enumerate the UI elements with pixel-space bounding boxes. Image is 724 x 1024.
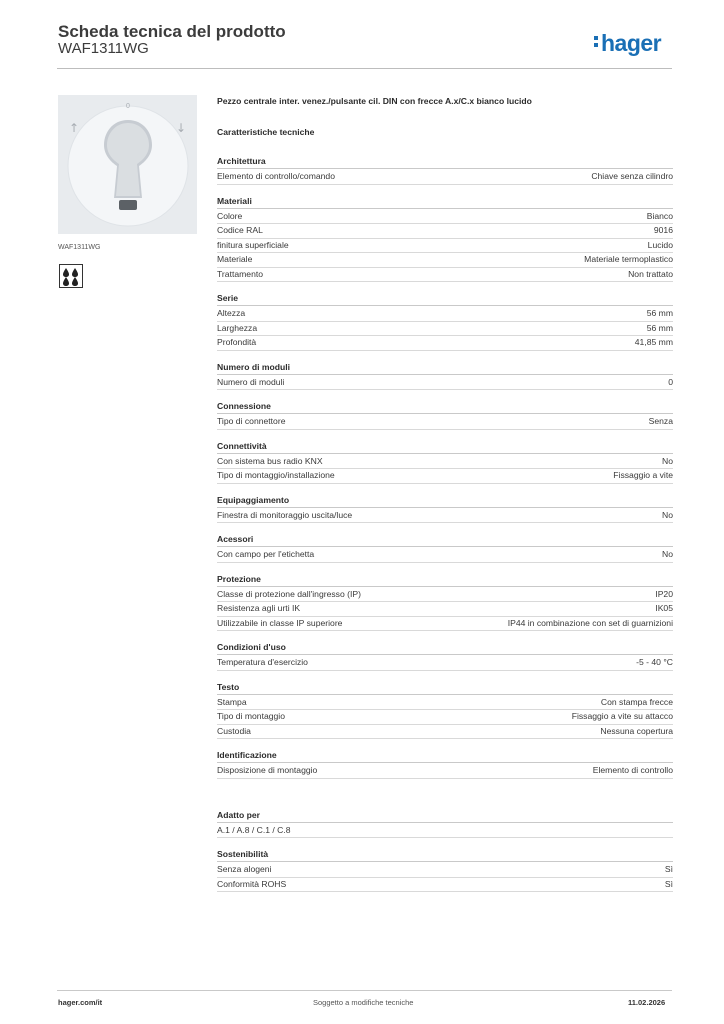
spec-row bbox=[217, 307, 673, 322]
footer-note: Soggetto a modifiche tecniche bbox=[313, 998, 414, 1007]
spec-row bbox=[217, 725, 673, 740]
specs-content bbox=[217, 96, 673, 898]
spec-value: IP44 in combinazione con set di guarnizioni bbox=[507, 617, 673, 628]
spec-value: IP20 bbox=[655, 588, 673, 599]
tech-heading: Caratteristiche tecniche bbox=[217, 127, 315, 137]
spec-label: Altezza bbox=[217, 308, 246, 318]
spec-value: Fissaggio a vite su attacco bbox=[571, 711, 673, 721]
spec-label: Con sistema bus radio KNX bbox=[217, 455, 323, 466]
logo-colon-icon bbox=[594, 33, 599, 50]
section-title: Serie bbox=[217, 288, 673, 306]
product-render bbox=[58, 95, 197, 234]
spec-value: Con stampa frecce bbox=[600, 696, 673, 707]
section-title: Acessori bbox=[217, 529, 673, 547]
image-caption: WAF1311WG bbox=[58, 244, 101, 251]
spec-label: Resistenza agli urti IK bbox=[217, 603, 301, 613]
spec-row bbox=[217, 863, 673, 878]
footer-date: 11.02.2026 bbox=[628, 998, 666, 1007]
section-title: Equipaggiamento bbox=[217, 490, 673, 508]
spec-value: 9016 bbox=[653, 225, 673, 235]
spec-label: Colore bbox=[217, 210, 243, 221]
spec-label: Trattamento bbox=[217, 268, 264, 279]
spec-row bbox=[217, 588, 673, 603]
section-title: Condizioni d'uso bbox=[217, 637, 673, 655]
product-description: Pezzo centrale inter. venez./pulsante cil. DIN con frecce A.x/C.x bianco lucido bbox=[217, 96, 532, 106]
section-title: Connessione bbox=[217, 396, 673, 414]
spec-value: Chiave senza cilindro bbox=[591, 171, 673, 181]
spec-value: No bbox=[662, 509, 673, 520]
spec-label: Classe di protezione dall'ingresso (IP) bbox=[217, 588, 361, 599]
section-title: Architettura bbox=[217, 151, 673, 169]
spec-value: No bbox=[662, 455, 673, 466]
spec-value: Materiale termoplastico bbox=[584, 254, 673, 264]
spec-label: Tipo di connettore bbox=[217, 416, 286, 426]
spec-label: Stampa bbox=[217, 696, 247, 707]
logo-text: hager bbox=[601, 30, 662, 56]
section-gap bbox=[217, 892, 673, 898]
spec-value: Sì bbox=[664, 878, 673, 889]
spec-label: Senza alogeni bbox=[217, 864, 272, 874]
spec-row bbox=[217, 210, 673, 225]
spec-row bbox=[217, 878, 673, 893]
spec-label: Tipo di montaggio/installazione bbox=[217, 470, 335, 480]
section-spacer bbox=[217, 785, 673, 805]
spec-label: Conformità ROHS bbox=[217, 878, 287, 889]
spec-value: 0 bbox=[668, 376, 673, 387]
spec-row bbox=[217, 509, 673, 524]
spec-label: Finestra di monitoraggio uscita/luce bbox=[217, 509, 353, 520]
spec-row bbox=[217, 415, 673, 430]
spec-row bbox=[217, 224, 673, 239]
hager-logo bbox=[594, 30, 661, 57]
spec-value: IK05 bbox=[655, 603, 673, 613]
spec-label: Utilizzabile in classe IP superiore bbox=[217, 617, 343, 628]
spec-label: Temperatura d'esercizio bbox=[217, 657, 308, 667]
spec-label: A.1 / A.8 / C.1 / C.8 bbox=[217, 824, 291, 835]
spec-value: 41,85 mm bbox=[634, 337, 673, 347]
spec-value: Senza bbox=[648, 416, 673, 426]
section-title: Testo bbox=[217, 677, 673, 695]
spec-row bbox=[217, 455, 673, 470]
water-drops-icon bbox=[59, 264, 83, 288]
spec-value: 56 mm bbox=[646, 308, 673, 318]
spec-row bbox=[217, 656, 673, 671]
header-divider bbox=[57, 68, 672, 69]
spec-row bbox=[217, 336, 673, 351]
section-title: Sostenibilità bbox=[217, 844, 673, 862]
footer-website[interactable]: hager.com/it bbox=[58, 998, 103, 1007]
section-title: Connettività bbox=[217, 436, 673, 454]
page-title: Scheda tecnica del prodotto bbox=[58, 22, 286, 41]
spec-row bbox=[217, 824, 673, 839]
spec-label: Elemento di controllo/comando bbox=[217, 171, 335, 181]
spec-value: Non trattato bbox=[628, 268, 673, 279]
spec-row bbox=[217, 548, 673, 563]
spec-row bbox=[217, 764, 673, 779]
spec-row bbox=[217, 322, 673, 337]
spec-label: Codice RAL bbox=[217, 225, 263, 235]
spec-sections bbox=[217, 151, 673, 898]
spec-row bbox=[217, 617, 673, 632]
product-code: WAF1311WG bbox=[58, 40, 149, 57]
spec-row bbox=[217, 696, 673, 711]
spec-row bbox=[217, 376, 673, 391]
spec-value: Lucido bbox=[647, 239, 673, 250]
spec-label: Custodia bbox=[217, 725, 251, 736]
spec-label: Disposizione di montaggio bbox=[217, 765, 318, 775]
section-title: Numero di moduli bbox=[217, 357, 673, 375]
spec-label: Con campo per l'etichetta bbox=[217, 549, 315, 559]
spec-label: Larghezza bbox=[217, 322, 258, 333]
spec-value: Nessuna copertura bbox=[600, 725, 673, 736]
mark-zero: 0 bbox=[126, 103, 130, 110]
spec-label: Tipo di montaggio bbox=[217, 711, 285, 721]
spec-row bbox=[217, 239, 673, 254]
section-title: Materiali bbox=[217, 191, 673, 209]
spec-row bbox=[217, 469, 673, 484]
spec-value: No bbox=[662, 549, 673, 559]
mark-down-arrow: ↓ bbox=[175, 121, 187, 135]
mark-up-arrow: ↑ bbox=[68, 121, 80, 135]
spec-label: Materiale bbox=[217, 254, 253, 264]
spec-row bbox=[217, 253, 673, 268]
product-image bbox=[58, 95, 197, 234]
spec-row bbox=[217, 710, 673, 725]
section-title: Protezione bbox=[217, 569, 673, 587]
section-title: Adatto per bbox=[217, 805, 673, 823]
spec-value: Elemento di controllo bbox=[592, 765, 673, 775]
spec-value: Fissaggio a vite bbox=[613, 470, 673, 480]
spec-value: Sì bbox=[664, 864, 673, 874]
spec-row bbox=[217, 602, 673, 617]
spec-label: finitura superficiale bbox=[217, 239, 289, 250]
spec-label: Numero di moduli bbox=[217, 376, 285, 387]
spec-row bbox=[217, 170, 673, 185]
spec-value: 56 mm bbox=[646, 322, 673, 333]
spec-label: Profondità bbox=[217, 337, 257, 347]
spec-row bbox=[217, 268, 673, 283]
spec-value: -5 - 40 °C bbox=[636, 657, 673, 667]
footer-divider bbox=[57, 990, 672, 991]
section-title: Identificazione bbox=[217, 745, 673, 763]
spec-value: Bianco bbox=[646, 210, 673, 221]
